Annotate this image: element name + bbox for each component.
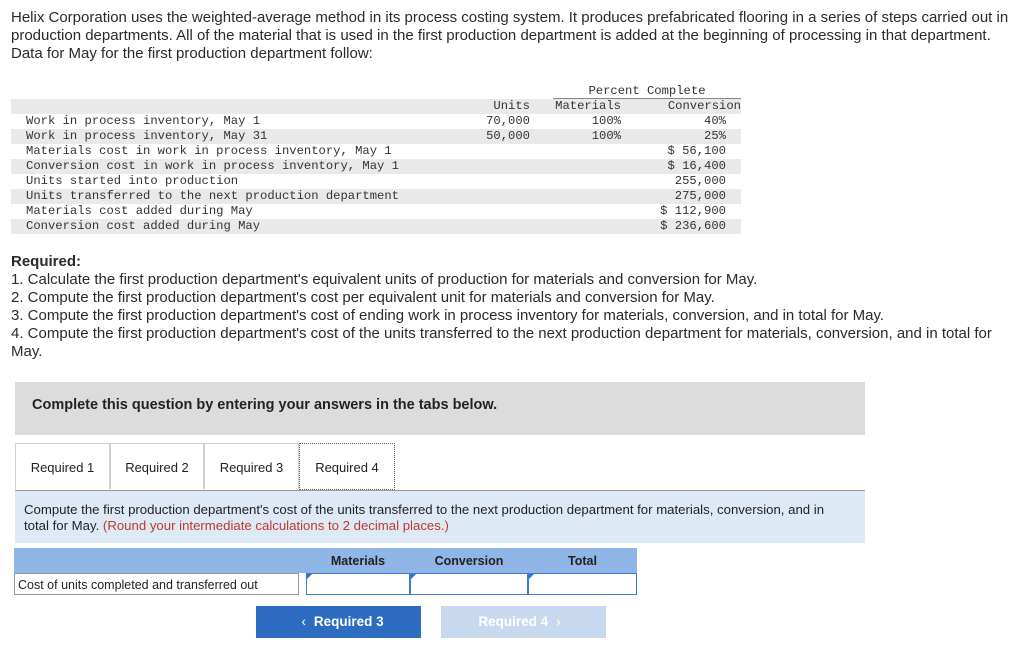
data-row-label: Work in process inventory, May 1 [26, 114, 261, 128]
instructions-banner [15, 382, 865, 435]
total-input[interactable] [528, 573, 637, 595]
answer-row-label: Cost of units completed and transferred out [14, 573, 299, 595]
data-row-value: 255,000 [674, 174, 726, 188]
data-row-units: 70,000 [486, 114, 530, 128]
data-row-units: 50,000 [486, 129, 530, 143]
input-marker-icon [307, 574, 312, 579]
data-row-label: Materials cost added during May [26, 204, 253, 218]
data-row-value: $ 56,100 [667, 144, 726, 158]
data-row [11, 114, 741, 129]
data-row [11, 204, 741, 219]
col-conversion-header: Conversion [434, 554, 504, 568]
instruction-panel [15, 491, 865, 543]
data-row-label: Materials cost in work in process inventory, May 1 [26, 144, 392, 158]
data-row-value: $ 236,600 [660, 219, 726, 233]
data-row [11, 129, 741, 144]
data-row-label: Conversion cost added during May [26, 219, 261, 233]
instruction-text [24, 502, 844, 534]
required-item: 2. Compute the first production department's cost per equivalent unit for materials and conversion for May. [11, 289, 715, 306]
problem-intro: Helix Corporation uses the weighted-average method in its process costing system. It produces prefabricated flooring in a series of steps carried out in production departments. All of the material that is used in the first production department is added at the beginning of processing in that department. Data for May for the first production department follow: [11, 9, 1009, 62]
data-row-materials: 100% [591, 114, 621, 128]
data-table-header [11, 99, 741, 114]
required-item: 3. Compute the first production department's cost of ending work in process inventory for materials, conversion, and in total for May. [11, 307, 885, 324]
data-row [11, 159, 741, 174]
col-materials-header: Materials [555, 99, 621, 113]
data-row-materials: 100% [591, 129, 621, 143]
input-marker-icon [411, 574, 416, 579]
data-row [11, 144, 741, 159]
data-row [11, 189, 741, 204]
instruction-main: Compute the first production department's cost of the units transferred to the next production department for materials, conversion, and in total for May. [24, 502, 825, 533]
tab-required-4[interactable]: Required 4 [299, 443, 395, 490]
next-required-button[interactable] [441, 606, 606, 638]
percent-complete-header: Percent Complete [553, 84, 741, 99]
data-row-label: Conversion cost in work in process inventory, May 1 [26, 159, 399, 173]
required-section [11, 253, 1016, 361]
banner-text: Complete this question by entering your answers in the tabs below. [32, 397, 498, 413]
tab-required-1[interactable]: Required 1 [15, 443, 110, 489]
input-marker-icon [529, 574, 534, 579]
next-button-label: Required 4 [478, 614, 549, 629]
instruction-note: (Round your intermediate calculations to 2 decimal places.) [102, 518, 449, 533]
data-row-label: Units transferred to the next production department [26, 189, 399, 203]
required-item: 1. Calculate the first production department's equivalent units of production for materials and conversion for May. [11, 271, 758, 288]
required-item: 4. Compute the first production department's cost of the units transferred to the next production department for materials, conversion, and in total for May. [11, 325, 992, 360]
chevron-left-icon: ‹ [301, 614, 306, 629]
chevron-right-icon: › [556, 614, 561, 629]
data-row-value: 275,000 [674, 189, 726, 203]
conversion-input[interactable] [410, 573, 528, 595]
col-conversion-header: Conversion [667, 99, 741, 113]
data-row-label: Work in process inventory, May 31 [26, 129, 268, 143]
data-table [11, 84, 741, 234]
data-row-value: $ 112,900 [660, 204, 726, 218]
prev-button-label: Required 3 [313, 614, 384, 629]
col-units-header: Units [493, 99, 530, 113]
data-row-label: Units started into production [26, 174, 239, 188]
data-row-value: $ 16,400 [667, 159, 726, 173]
data-table-header-top [11, 84, 741, 99]
data-row-conversion: 25% [704, 129, 726, 143]
data-row [11, 219, 741, 234]
data-row [11, 174, 741, 189]
data-row-conversion: 40% [704, 114, 726, 128]
tab-required-3[interactable]: Required 3 [204, 443, 299, 489]
tab-required-2[interactable]: Required 2 [110, 443, 204, 489]
col-materials-header: Materials [330, 554, 386, 568]
prev-required-button[interactable] [256, 606, 421, 638]
required-heading: Required: [11, 253, 82, 270]
col-total-header: Total [568, 554, 597, 568]
materials-input[interactable] [306, 573, 410, 595]
